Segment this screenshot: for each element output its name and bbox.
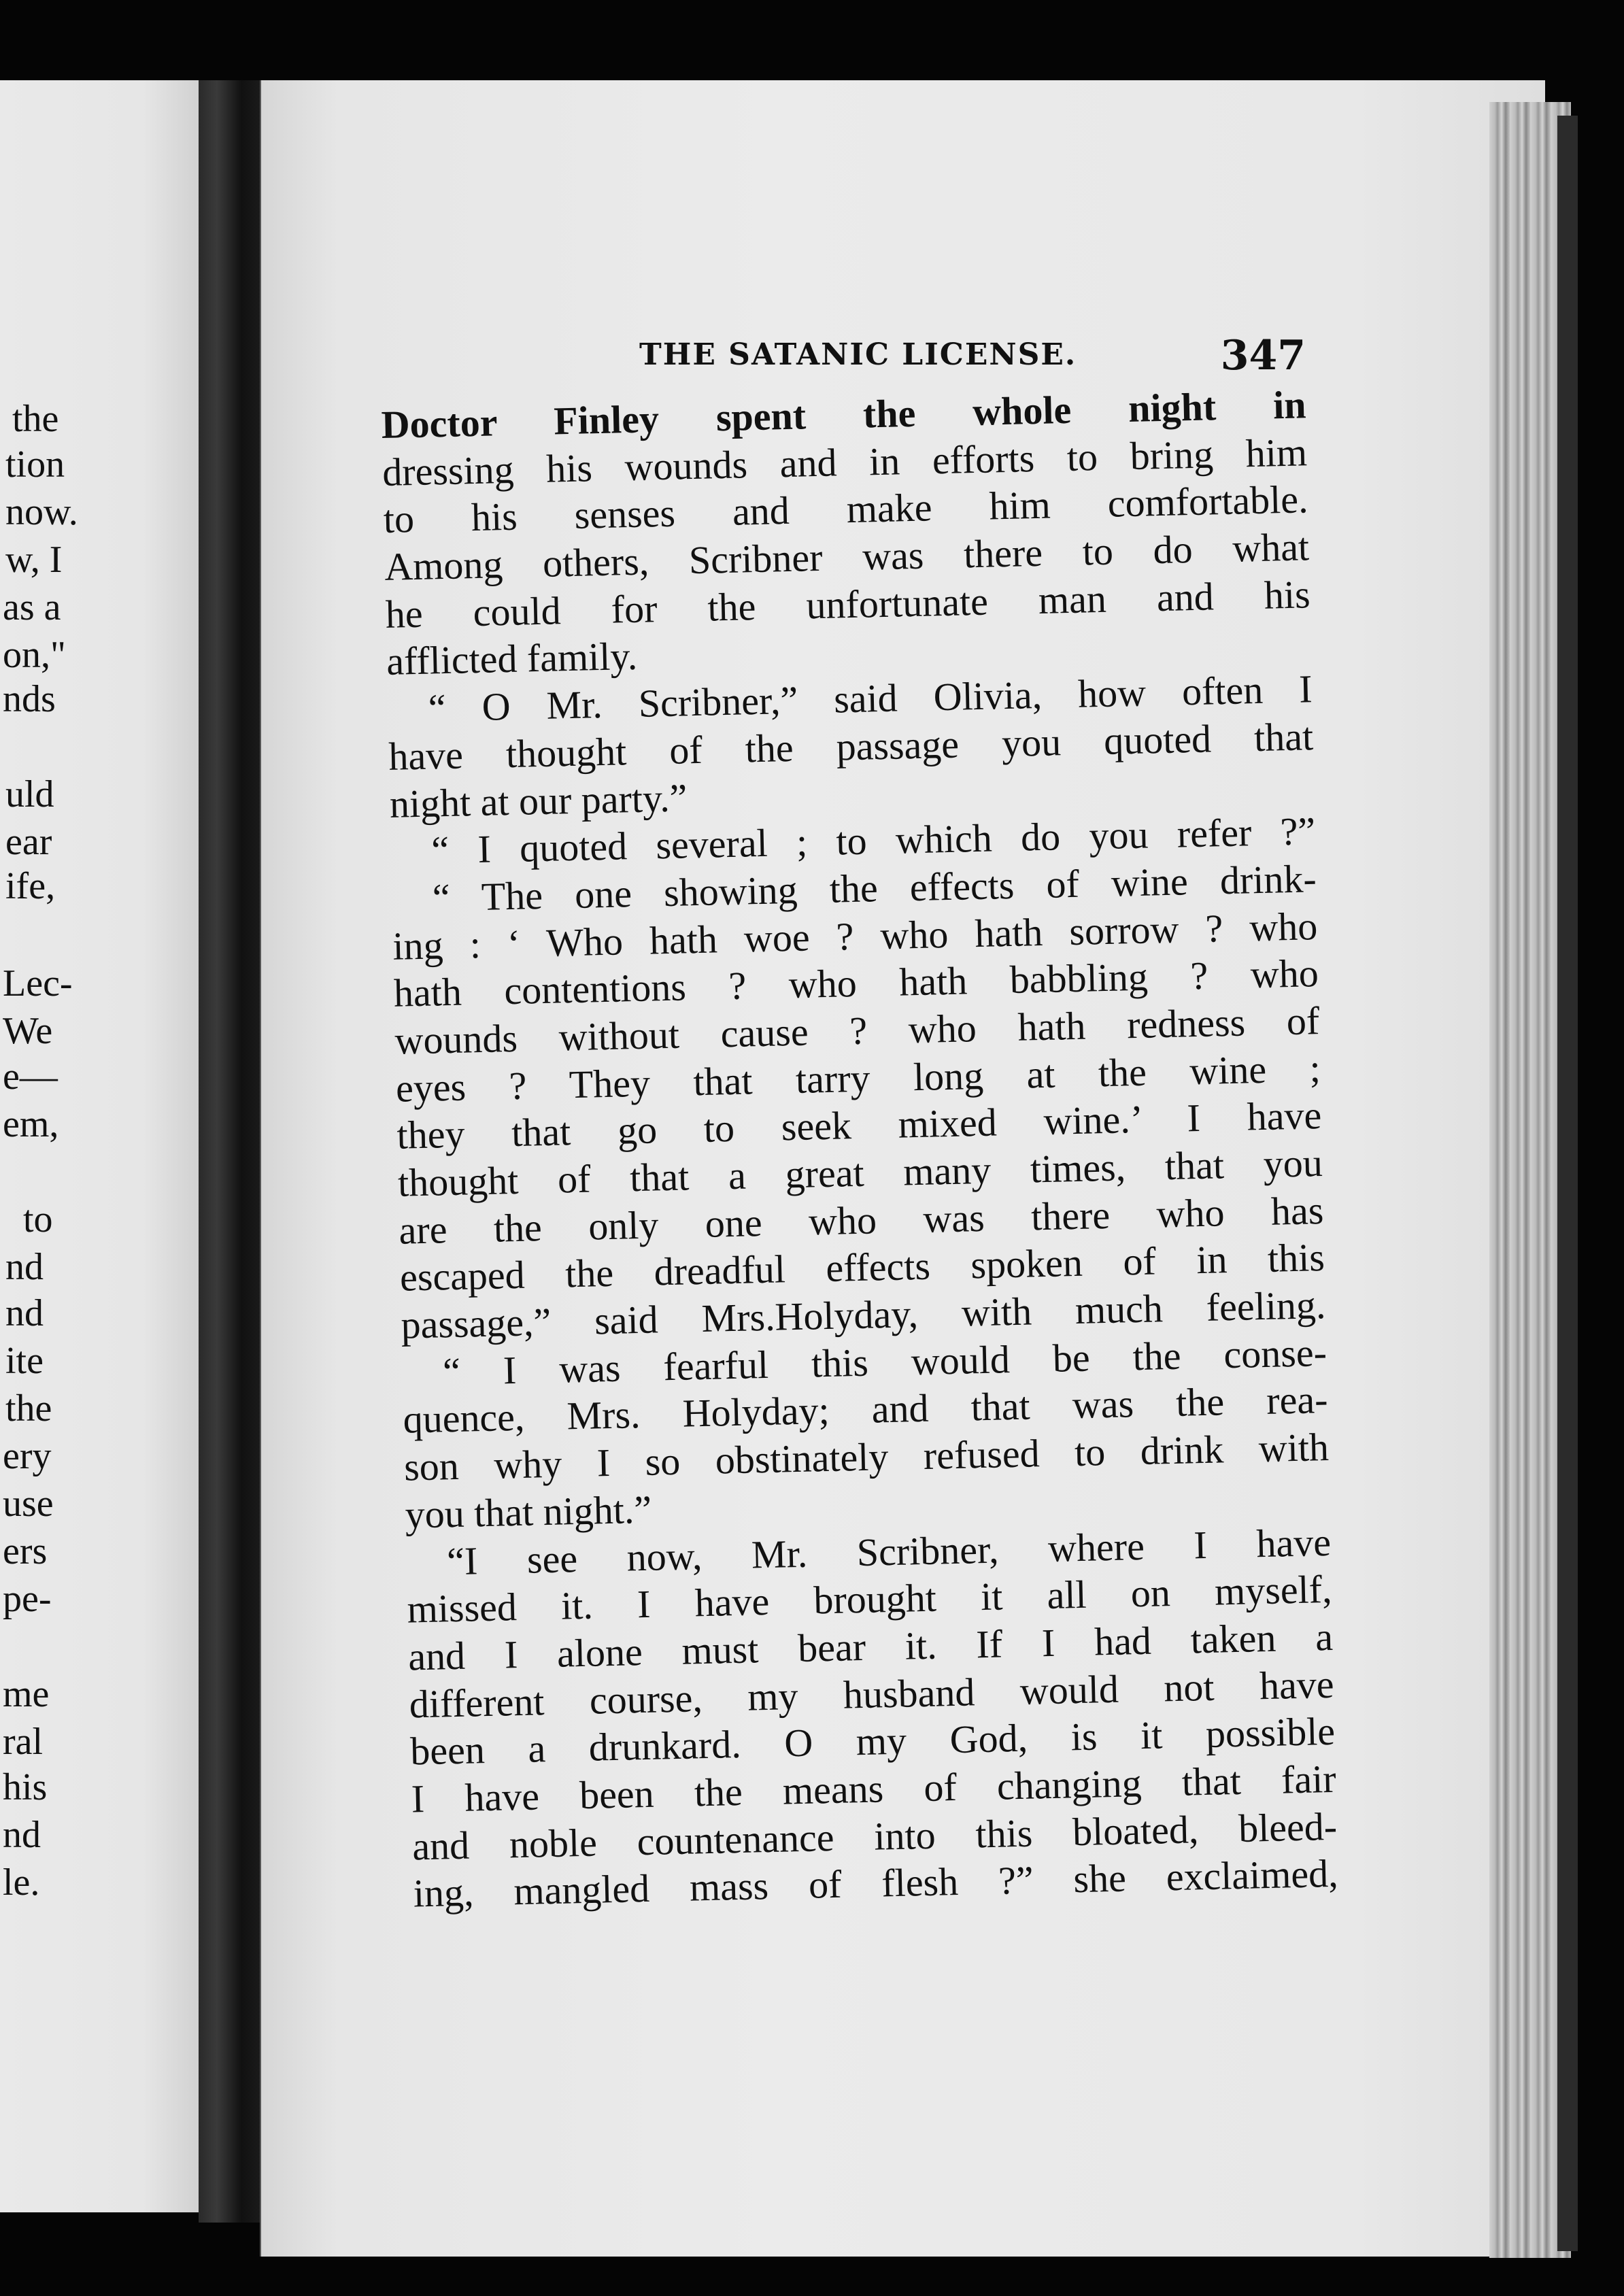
book-cover-edge [1557, 116, 1578, 2251]
running-title: THE SATANIC LICENSE. [639, 337, 1077, 372]
left-page-fragment: ral [3, 1721, 44, 1763]
left-page-fragment: on," [3, 634, 66, 676]
left-page-fragment: the [5, 1387, 52, 1430]
page-number: 347 [1220, 332, 1306, 379]
text-line: night at our party.” [389, 775, 688, 826]
left-page-fragment: ite [5, 1340, 44, 1382]
left-page-fragment: his [3, 1766, 48, 1808]
body-text [381, 381, 1338, 1917]
text-line: Doctor Finley spent the whole night in [381, 382, 1307, 447]
text-line: you that night.” [405, 1487, 652, 1537]
text-line: passage,” said Mrs.Holyday, with much feeling. [400, 1283, 1327, 1347]
text-line: “ I was fearful this would be the conse- [442, 1330, 1327, 1394]
text-line: they that go to seek mixed wine.’ I have [396, 1093, 1322, 1158]
left-page-fragment: nds [3, 678, 56, 720]
text-line: “ O Mr. Scribner,” said Olivia, how often I [428, 666, 1313, 730]
left-page-fragment: ers [3, 1530, 48, 1572]
text-line: eyes ? They that tarry long at the wine ; [395, 1045, 1321, 1111]
text-line: he could for the unfortunate man and his [385, 572, 1311, 637]
left-page-fragment: e— [3, 1056, 58, 1098]
left-page-fragment: nd [5, 1292, 44, 1334]
text-line: son why I so obstinately refused to drink with [403, 1425, 1330, 1489]
left-page-fragment: the [12, 398, 59, 440]
text-line: afflicted family. [386, 634, 638, 684]
text-line: “I see now, Mr. Scribner, where I have [446, 1519, 1332, 1583]
text-line: to his senses and make him comfortable. [383, 477, 1309, 542]
text-line: dressing his wounds and in efforts to bring him [382, 430, 1308, 494]
left-page-fragment: em, [3, 1103, 59, 1145]
left-page-fragment: uld [5, 773, 54, 815]
text-line: ing, mangled mass of flesh ?” she exclaimed, [413, 1851, 1339, 1916]
page-header [639, 333, 1306, 381]
left-page-fragment: w, I [5, 539, 63, 581]
text-line: escaped the dreadful effects spoken of in this [399, 1235, 1325, 1300]
left-page-fragment: to [23, 1198, 53, 1240]
text-line: missed it. I have brought it all on myself, [407, 1567, 1333, 1632]
left-page-fragment: nd [5, 1246, 44, 1288]
text-line: are the only one who was there who has [398, 1187, 1324, 1253]
text-line: and noble countenance into this bloated, bleed- [411, 1804, 1338, 1869]
text-line: I have been the means of changing that fair [411, 1756, 1337, 1821]
text-line: been a drunkard. O my God, is it possible [409, 1709, 1336, 1774]
text-line: “ The one showing the effects of wine drink- [432, 856, 1317, 920]
text-line: Among others, Scribner was there to do what [384, 524, 1310, 589]
left-page-fragment: as a [3, 586, 61, 628]
left-page-fragment: pe- [3, 1578, 52, 1620]
left-page-fragment: le. [3, 1861, 40, 1904]
left-page-fragment: ear [5, 821, 52, 863]
text-line: quence, Mrs. Holyday; and that was the rea- [402, 1377, 1329, 1442]
left-page-fragment: ife, [5, 865, 56, 907]
text-line: and I alone must bear it. If I had taken a [407, 1614, 1334, 1679]
text-line: ing : ‘ Who hath woe ? who hath sorrow ? who [392, 903, 1318, 968]
left-page-fragment: use [3, 1483, 54, 1525]
book-gutter [199, 80, 260, 2223]
left-page-fragment: tion [5, 443, 65, 486]
left-page-fragment: We [3, 1010, 53, 1052]
left-page-fragment: Lec- [3, 962, 73, 1004]
text-line: hath contentions ? who hath babbling ? who [393, 951, 1319, 1016]
text-line: wounds without cause ? who hath redness of [394, 998, 1320, 1063]
left-page-fragment: ery [3, 1435, 52, 1477]
left-page-fragment: me [3, 1673, 50, 1715]
text-line: thought of that a great many times, that you [397, 1141, 1323, 1205]
text-line: have thought of the passage you quoted that [388, 714, 1314, 779]
left-page-fragment: now. [5, 491, 78, 533]
text-line: different course, my husband would not have [409, 1661, 1335, 1727]
text-line: “ I quoted several ; to which do you refer ?” [430, 809, 1316, 873]
left-page-fragment: nd [3, 1814, 41, 1856]
